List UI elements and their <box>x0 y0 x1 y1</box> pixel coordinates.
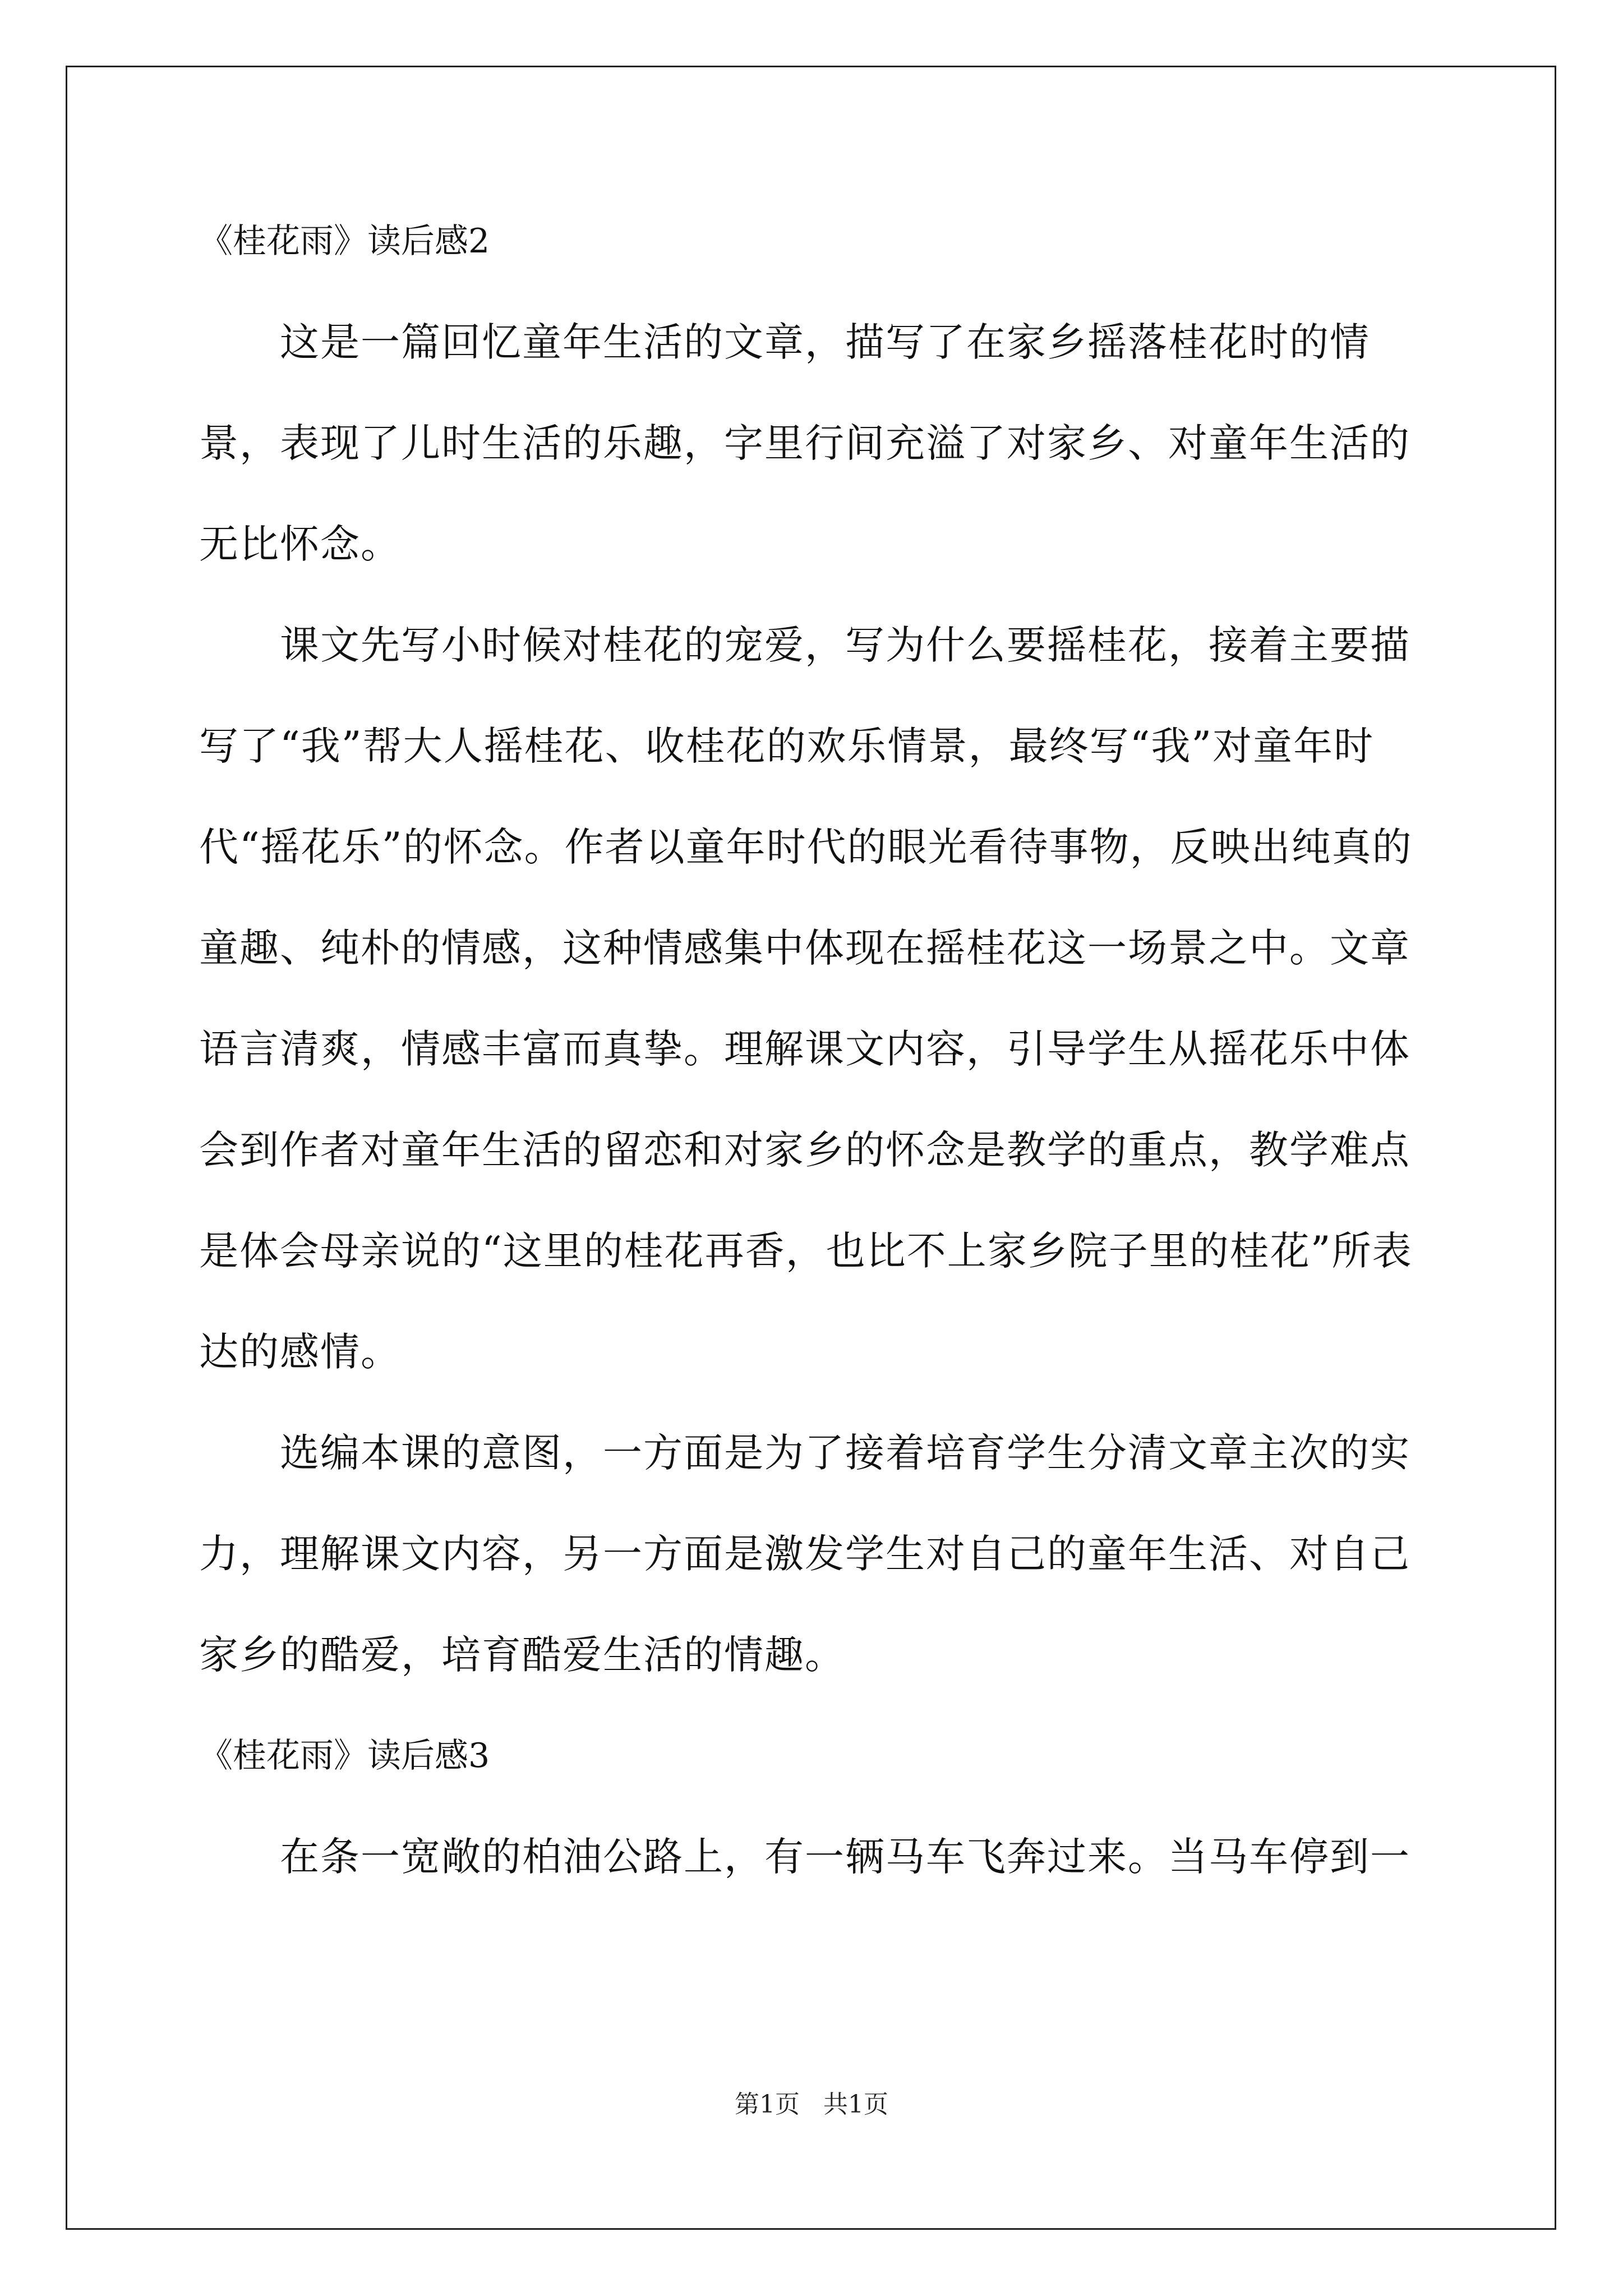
paragraph: 这是一篇回忆童年生活的文章，描写了在家乡摇落桂花时的情景，表现了儿时生活的乐趣，字里行间充溢了对家乡、对童年生活的无比怀念。 <box>199 319 1410 567</box>
document-body <box>199 216 1433 1907</box>
paragraph: 在条一宽敞的柏油公路上，有一辆马车飞奔过来。当马车停到一 <box>280 1834 1410 1880</box>
paragraph: 选编本课的意图，一方面是为了接着培育学生分清文章主次的实力，理解课文内容，另一方面是激发学生对自己的童年生活、对自己家乡的酷爱，培育酷爱生活的情趣。 <box>199 1430 1410 1678</box>
paragraph: 课文先写小时候对桂花的宠爱，写为什么要摇桂花，接着主要描写了“我”帮大人摇桂花、收桂花的欢乐情景，最终写“我”对童年时代“摇花乐”的怀念。作者以童年时代的眼光看待事物，反映出纯真的童趣、纯朴的情感，这种情感集中体现在摇桂花这一场景之中。文章语言清爽，情感丰富而真挚。理解课文内容，引导学生从摇花乐中体会到作者对童年生活的留恋和对家乡的怀念是教学的重点，教学难点是体会母亲说的“这里的桂花再香，也比不上家乡院子里的桂花”所表达的感情。 <box>199 622 1413 1375</box>
section-heading: 《桂花雨》读后感2 <box>199 222 490 261</box>
section-heading: 《桂花雨》读后感3 <box>199 1736 490 1775</box>
page-footer: 第1页 共1页 <box>735 2090 888 2119</box>
